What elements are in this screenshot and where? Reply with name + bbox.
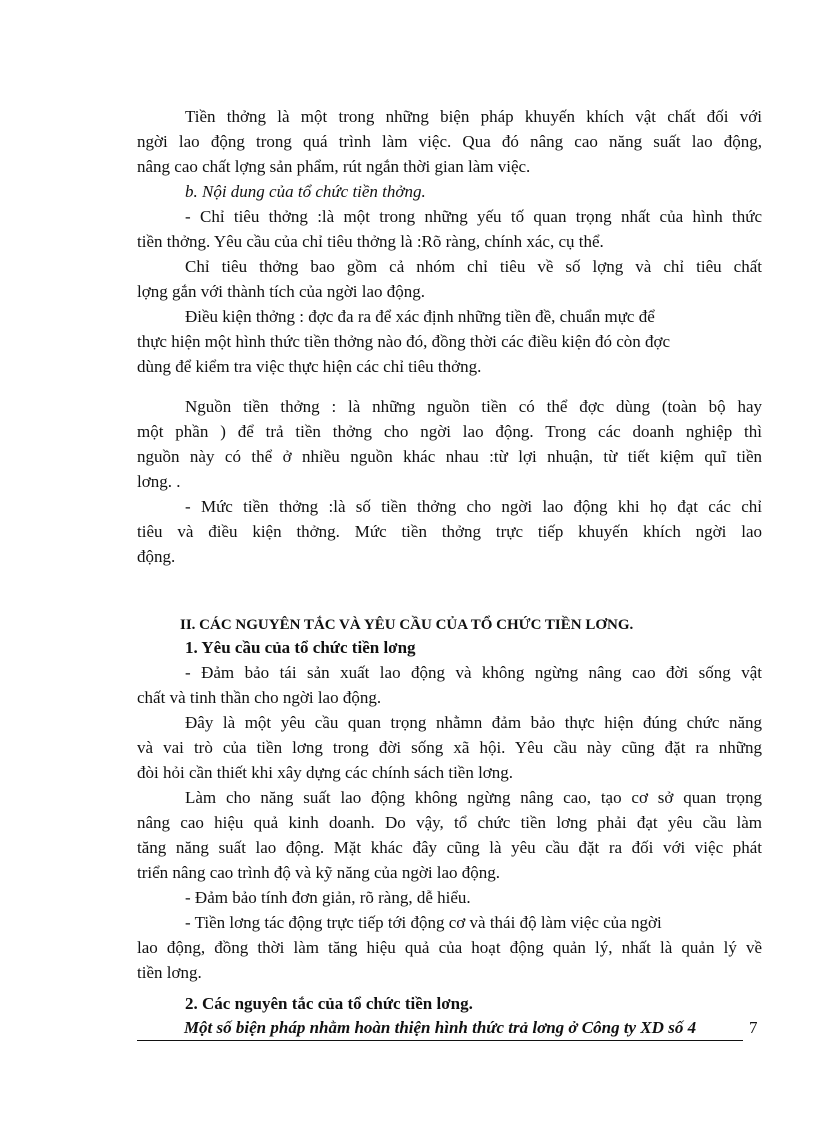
paragraph-block-bonus-source: [137, 394, 762, 569]
text-line: và vai trò của tiền lơng trong đời sống xã hội. Yêu cầu này cũng đặt ra những: [137, 738, 762, 757]
text-line: động.: [137, 547, 176, 566]
text-line: tiền lơng.: [137, 963, 202, 982]
text-line: tiêu và điều kiện thởng. Mức tiền thởng trực tiếp khuyến khích ngời lao: [137, 522, 762, 541]
text-line: - Mức tiền thởng :là số tiền thởng cho ngời lao động khi họ đạt các chỉ: [185, 497, 762, 516]
paragraph-block-bonus: [137, 104, 762, 379]
text-line: dùng để kiểm tra việc thực hiện các chỉ tiêu thởng.: [137, 357, 482, 376]
section-heading-ii: II. CÁC NGUYÊN TẮC VÀ YÊU CẦU CỦA TỔ CHỨC TIỀN LƠNG.: [180, 617, 634, 633]
text-line: Đây là một yêu cầu quan trọng nhằmn đảm bảo thực hiện đúng chức năng: [185, 713, 762, 732]
text-line: tiền thởng. Yêu cầu của chỉ tiêu thởng là :Rõ ràng, chính xác, cụ thể.: [137, 232, 604, 251]
paragraph-block-requirements: [137, 660, 762, 985]
text-line: ngời lao động trong quá trình làm việc. Qua đó nâng cao năng suất lao động,: [137, 132, 762, 151]
text-line: nâng cao chất lợng sản phẩm, rút ngắn thời gian làm việc.: [137, 157, 531, 176]
text-line: chất và tinh thần cho ngời lao động.: [137, 688, 382, 707]
page-number: 7: [749, 1018, 758, 1037]
text-line: Chỉ tiêu thởng bao gồm cả nhóm chỉ tiêu về số lợng và chỉ tiêu chất: [185, 257, 762, 276]
running-footer: Một số biện pháp nhằm hoàn thiện hình thức trả lơng ở Công ty XD số 4: [137, 1016, 743, 1041]
subsection-heading-2: 2. Các nguyên tắc của tổ chức tiền lơng.: [185, 994, 473, 1013]
text-line: lợng gắn với thành tích của ngời lao động.: [137, 282, 426, 301]
subsection-heading-1: 1. Yêu cầu của tổ chức tiền lơng: [185, 638, 416, 657]
text-line: một phần ) để trả tiền thởng cho ngời lao động. Trong các doanh nghiệp thì: [137, 422, 762, 441]
text-line: Làm cho năng suất lao động không ngừng nâng cao, tạo cơ sở quan trọng: [185, 788, 762, 807]
text-line: - Đảm bảo tính đơn giản, rõ ràng, dễ hiểu.: [185, 888, 471, 907]
text-line: Nguồn tiền thởng : là những nguồn tiền có thể đợc dùng (toàn bộ hay: [185, 397, 762, 416]
text-line: Điều kiện thởng : đợc đa ra để xác định những tiền đề, chuẩn mực để: [185, 307, 655, 326]
text-line: - Tiền lơng tác động trực tiếp tới động cơ và thái độ làm việc của ngời: [185, 913, 662, 932]
text-line: b. Nội dung của tổ chức tiền thởng.: [185, 182, 426, 201]
text-line: lơng. .: [137, 472, 181, 491]
text-line: - Đảm bảo tái sản xuất lao động và không ngừng nâng cao đời sống vật: [185, 663, 762, 682]
text-line: đòi hỏi cần thiết khi xây dựng các chính sách tiền lơng.: [137, 763, 514, 782]
text-line: nâng cao hiệu quả kinh doanh. Do vậy, tổ chức tiền lơng phải đạt yêu cầu làm: [137, 813, 762, 832]
text-line: Tiền thởng là một trong những biện pháp khuyến khích vật chất đối với: [185, 107, 762, 126]
text-line: thực hiện một hình thức tiền thởng nào đó, đồng thời các điều kiện đó còn đợc: [137, 332, 671, 351]
text-line: nguồn này có thể ở nhiều nguồn khác nhau :từ lợi nhuận, từ tiết kiệm quĩ tiền: [137, 447, 762, 466]
text-line: lao động, đồng thời làm tăng hiệu quả của hoạt động quản lý, nhất là quản lý về: [137, 938, 762, 957]
text-line: - Chỉ tiêu thởng :là một trong những yếu tố quan trọng nhất của hình thức: [185, 207, 762, 226]
text-line: triển nâng cao trình độ và kỹ năng của ngời lao động.: [137, 863, 501, 882]
text-line: tăng năng suất lao động. Mặt khác đây cũng là yêu cầu đặt ra đối với việc phát: [137, 838, 762, 857]
